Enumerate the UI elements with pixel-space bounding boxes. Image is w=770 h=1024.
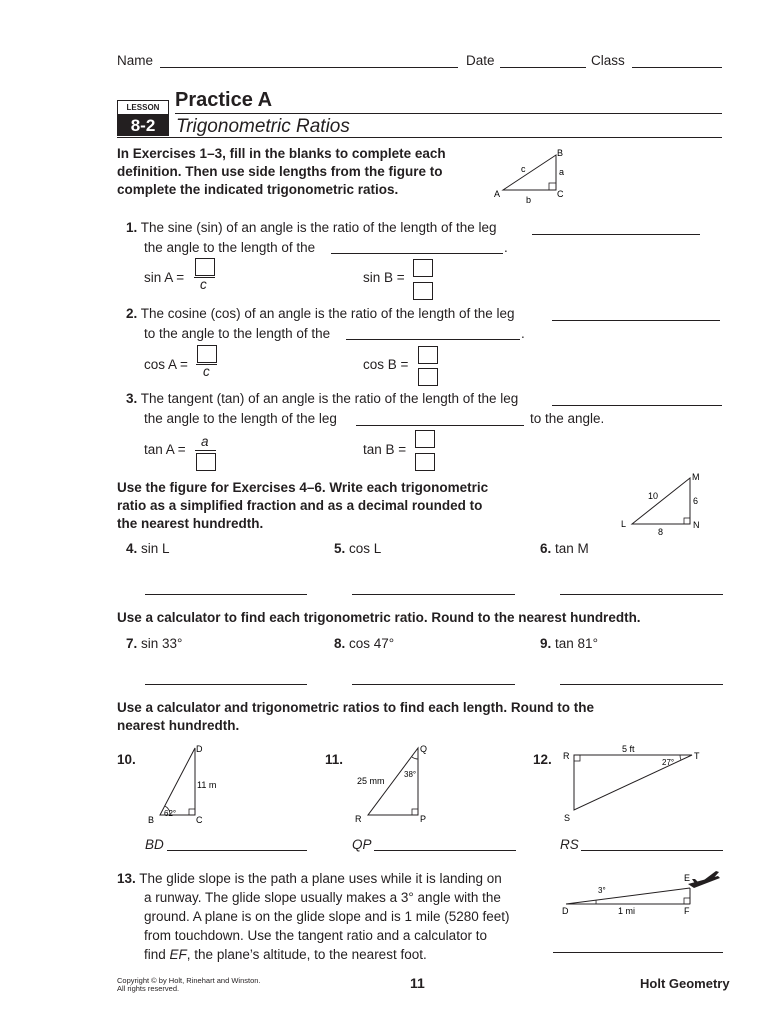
ex2-cosB-numerator-box[interactable] — [418, 346, 438, 364]
ex12-label-angle: 27° — [662, 758, 675, 767]
ex13-label-angle: 3° — [598, 886, 606, 895]
ex1-sinA-numerator-box[interactable] — [195, 258, 215, 276]
ex10-answer-label: BD — [145, 837, 164, 852]
ex12-answer-line[interactable] — [581, 850, 723, 851]
ex5-prompt: 5. cos L — [334, 541, 382, 556]
fraction-bar — [195, 450, 216, 451]
ex5-answer-line[interactable] — [352, 594, 515, 595]
ex13-answer-line[interactable] — [553, 952, 723, 953]
ex6-answer-line[interactable] — [560, 594, 723, 595]
ex13-text: 13. The glide slope is the path a plane uses while it is landing on a runway. The glide slope usually makes a 3° angle with the ground. A plane is on the glide slope and is 1 mile (5280 feet) from touchdown. Use the tangent ratio and a calculator to find EF, the plane’s altitude, to the nearest foot. — [117, 871, 510, 962]
lesson-subtitle: Trigonometric Ratios — [176, 116, 350, 137]
ex11-label-R: R — [355, 814, 362, 824]
ex3-text-line2: the angle to the length of the leg — [144, 411, 337, 426]
ex2-cosA-numerator-box[interactable] — [197, 345, 217, 363]
ex3-text-line2-end: to the angle. — [530, 411, 605, 426]
ex2-blank1[interactable] — [552, 320, 720, 321]
ex11-number: 11. — [325, 752, 344, 767]
ex1-sinB-numerator-box[interactable] — [413, 259, 433, 277]
lesson-title: Practice A — [175, 89, 273, 111]
ex1-sinB-denominator-box[interactable] — [413, 282, 433, 300]
ex8-answer-line[interactable] — [352, 684, 515, 685]
ex2-text-line2: to the angle to the length of the — [144, 326, 331, 341]
ex11-label-Q: Q — [420, 744, 428, 754]
book-title: Holt Geometry — [640, 976, 730, 991]
fig1-label-a: a — [559, 167, 565, 177]
date-label: Date — [466, 53, 495, 68]
ex3-tanB-denominator-box[interactable] — [415, 453, 435, 471]
ex11-answer-line[interactable] — [374, 850, 516, 851]
ex3-tanB-label: tan B = — [363, 442, 407, 457]
ex2-period: . — [521, 326, 525, 341]
subtitle-rule — [117, 137, 722, 138]
section2-instructions: Use the figure for Exercises 4–6. Write each trigonometric ratio as a simplified fraction and as a decimal rounded to the nearest hundredth. — [117, 480, 489, 531]
title-rule — [175, 113, 722, 114]
triangle-lmn-figure — [618, 468, 708, 538]
ex1-period: . — [504, 240, 508, 255]
fig2-label-L: L — [621, 519, 627, 529]
ex13-label-D: D — [562, 906, 569, 916]
date-field[interactable] — [500, 67, 586, 68]
ex10-label-angle: 62° — [164, 809, 177, 818]
ex8-prompt: 8. cos 47° — [334, 636, 395, 651]
fig2-label-base: 8 — [658, 527, 664, 537]
ex2-cosB-label: cos B = — [363, 357, 409, 372]
lesson-tag: LESSON — [117, 100, 169, 115]
ex13-label-dist: 1 mi — [618, 906, 636, 916]
ex3-tanA-numerator: a — [201, 434, 209, 449]
ex10-label-C: C — [196, 815, 203, 825]
fig2-label-M: M — [692, 472, 700, 482]
section4-instructions: Use a calculator and trigonometric ratios to find each length. Round to the nearest hundredth. — [117, 700, 595, 733]
ex12-answer-label: RS — [560, 837, 579, 852]
ex11-triangle-figure — [348, 740, 438, 830]
ex4-prompt: 4. sin L — [126, 541, 170, 556]
fig2-label-hyp: 10 — [648, 491, 659, 501]
page-number: 11 — [410, 975, 425, 991]
copyright: Copyright © by Holt, Rinehart and Winston. All rights reserved. — [117, 976, 261, 993]
ex11-label-side: 25 mm — [357, 776, 385, 786]
fig2-label-N: N — [693, 520, 700, 530]
ex9-answer-line[interactable] — [560, 684, 723, 685]
ex10-answer-line[interactable] — [167, 850, 307, 851]
ex10-triangle-figure — [140, 740, 230, 830]
ex3-tanA-denominator-box[interactable] — [196, 453, 216, 471]
ex10-label-D: D — [196, 744, 203, 754]
ex1-text-line2: the angle to the length of the — [144, 240, 316, 255]
name-label: Name — [117, 53, 154, 68]
ex4-answer-line[interactable] — [145, 594, 307, 595]
ex6-prompt: 6. tan M — [540, 541, 589, 556]
ex2-text: 2. The cosine (cos) of an angle is the ratio of the length of the leg — [126, 306, 515, 321]
ex10-number: 10. — [117, 752, 136, 767]
ex7-answer-line[interactable] — [145, 684, 307, 685]
ex13-label-E: E — [684, 873, 691, 883]
ex12-triangle-figure — [558, 738, 708, 828]
ex12-label-S: S — [564, 813, 571, 823]
ex12-number: 12. — [533, 752, 552, 767]
fig2-label-side: 6 — [693, 496, 699, 506]
ex3-tanA-label: tan A = — [144, 442, 186, 457]
class-label: Class — [591, 53, 625, 68]
ex1-sinA-label: sin A = — [144, 270, 185, 285]
airplane-icon — [688, 871, 720, 888]
ex10-label-B: B — [148, 815, 155, 825]
section1-instructions: In Exercises 1–3, fill in the blanks to complete each definition. Then use side lengths from the figure to complete the indicated trigonometric ratios. — [117, 146, 446, 197]
ex1-text: 1. The sine (sin) of an angle is the ratio of the length of the leg — [126, 220, 497, 235]
ex13-label-F: F — [684, 906, 690, 916]
name-field[interactable] — [160, 67, 458, 68]
ex3-tanB-numerator-box[interactable] — [415, 430, 435, 448]
ex12-label-R: R — [563, 751, 570, 761]
ex3-text: 3. The tangent (tan) of an angle is the ratio of the length of the leg — [126, 391, 519, 406]
section3-instructions: Use a calculator to find each trigonometric ratio. Round to the nearest hundredth. — [117, 610, 641, 625]
triangle-abc-figure — [488, 145, 568, 207]
ex7-prompt: 7. sin 33° — [126, 636, 183, 651]
fig1-label-A: A — [494, 189, 501, 199]
fig1-label-B: B — [557, 148, 564, 158]
ex2-blank2[interactable] — [346, 339, 520, 340]
ex9-prompt: 9. tan 81° — [540, 636, 598, 651]
ex2-cosA-denominator: c — [203, 364, 210, 379]
fig1-label-c: c — [521, 164, 526, 174]
class-field[interactable] — [632, 67, 722, 68]
ex11-label-angle: 38° — [404, 770, 417, 779]
fig1-label-C: C — [557, 189, 564, 199]
ex2-cosA-label: cos A = — [144, 357, 188, 372]
ex10-label-side: 11 m — [197, 780, 217, 790]
ex2-cosB-denominator-box[interactable] — [418, 368, 438, 386]
fig1-label-b: b — [526, 195, 532, 205]
lesson-number: 8-2 — [117, 115, 169, 136]
ex1-blank2[interactable] — [331, 253, 503, 254]
ex11-label-P: P — [420, 814, 427, 824]
ex11-answer-label: QP — [352, 837, 372, 852]
ex1-sinA-denominator: c — [200, 277, 207, 292]
glide-slope-figure — [556, 868, 722, 920]
ex12-label-T: T — [694, 751, 700, 761]
ex1-sinB-label: sin B = — [363, 270, 405, 285]
ex1-blank1[interactable] — [532, 234, 700, 235]
ex3-blank2[interactable] — [356, 425, 524, 426]
ex12-label-side: 5 ft — [622, 744, 635, 754]
ex3-blank1[interactable] — [552, 405, 722, 406]
